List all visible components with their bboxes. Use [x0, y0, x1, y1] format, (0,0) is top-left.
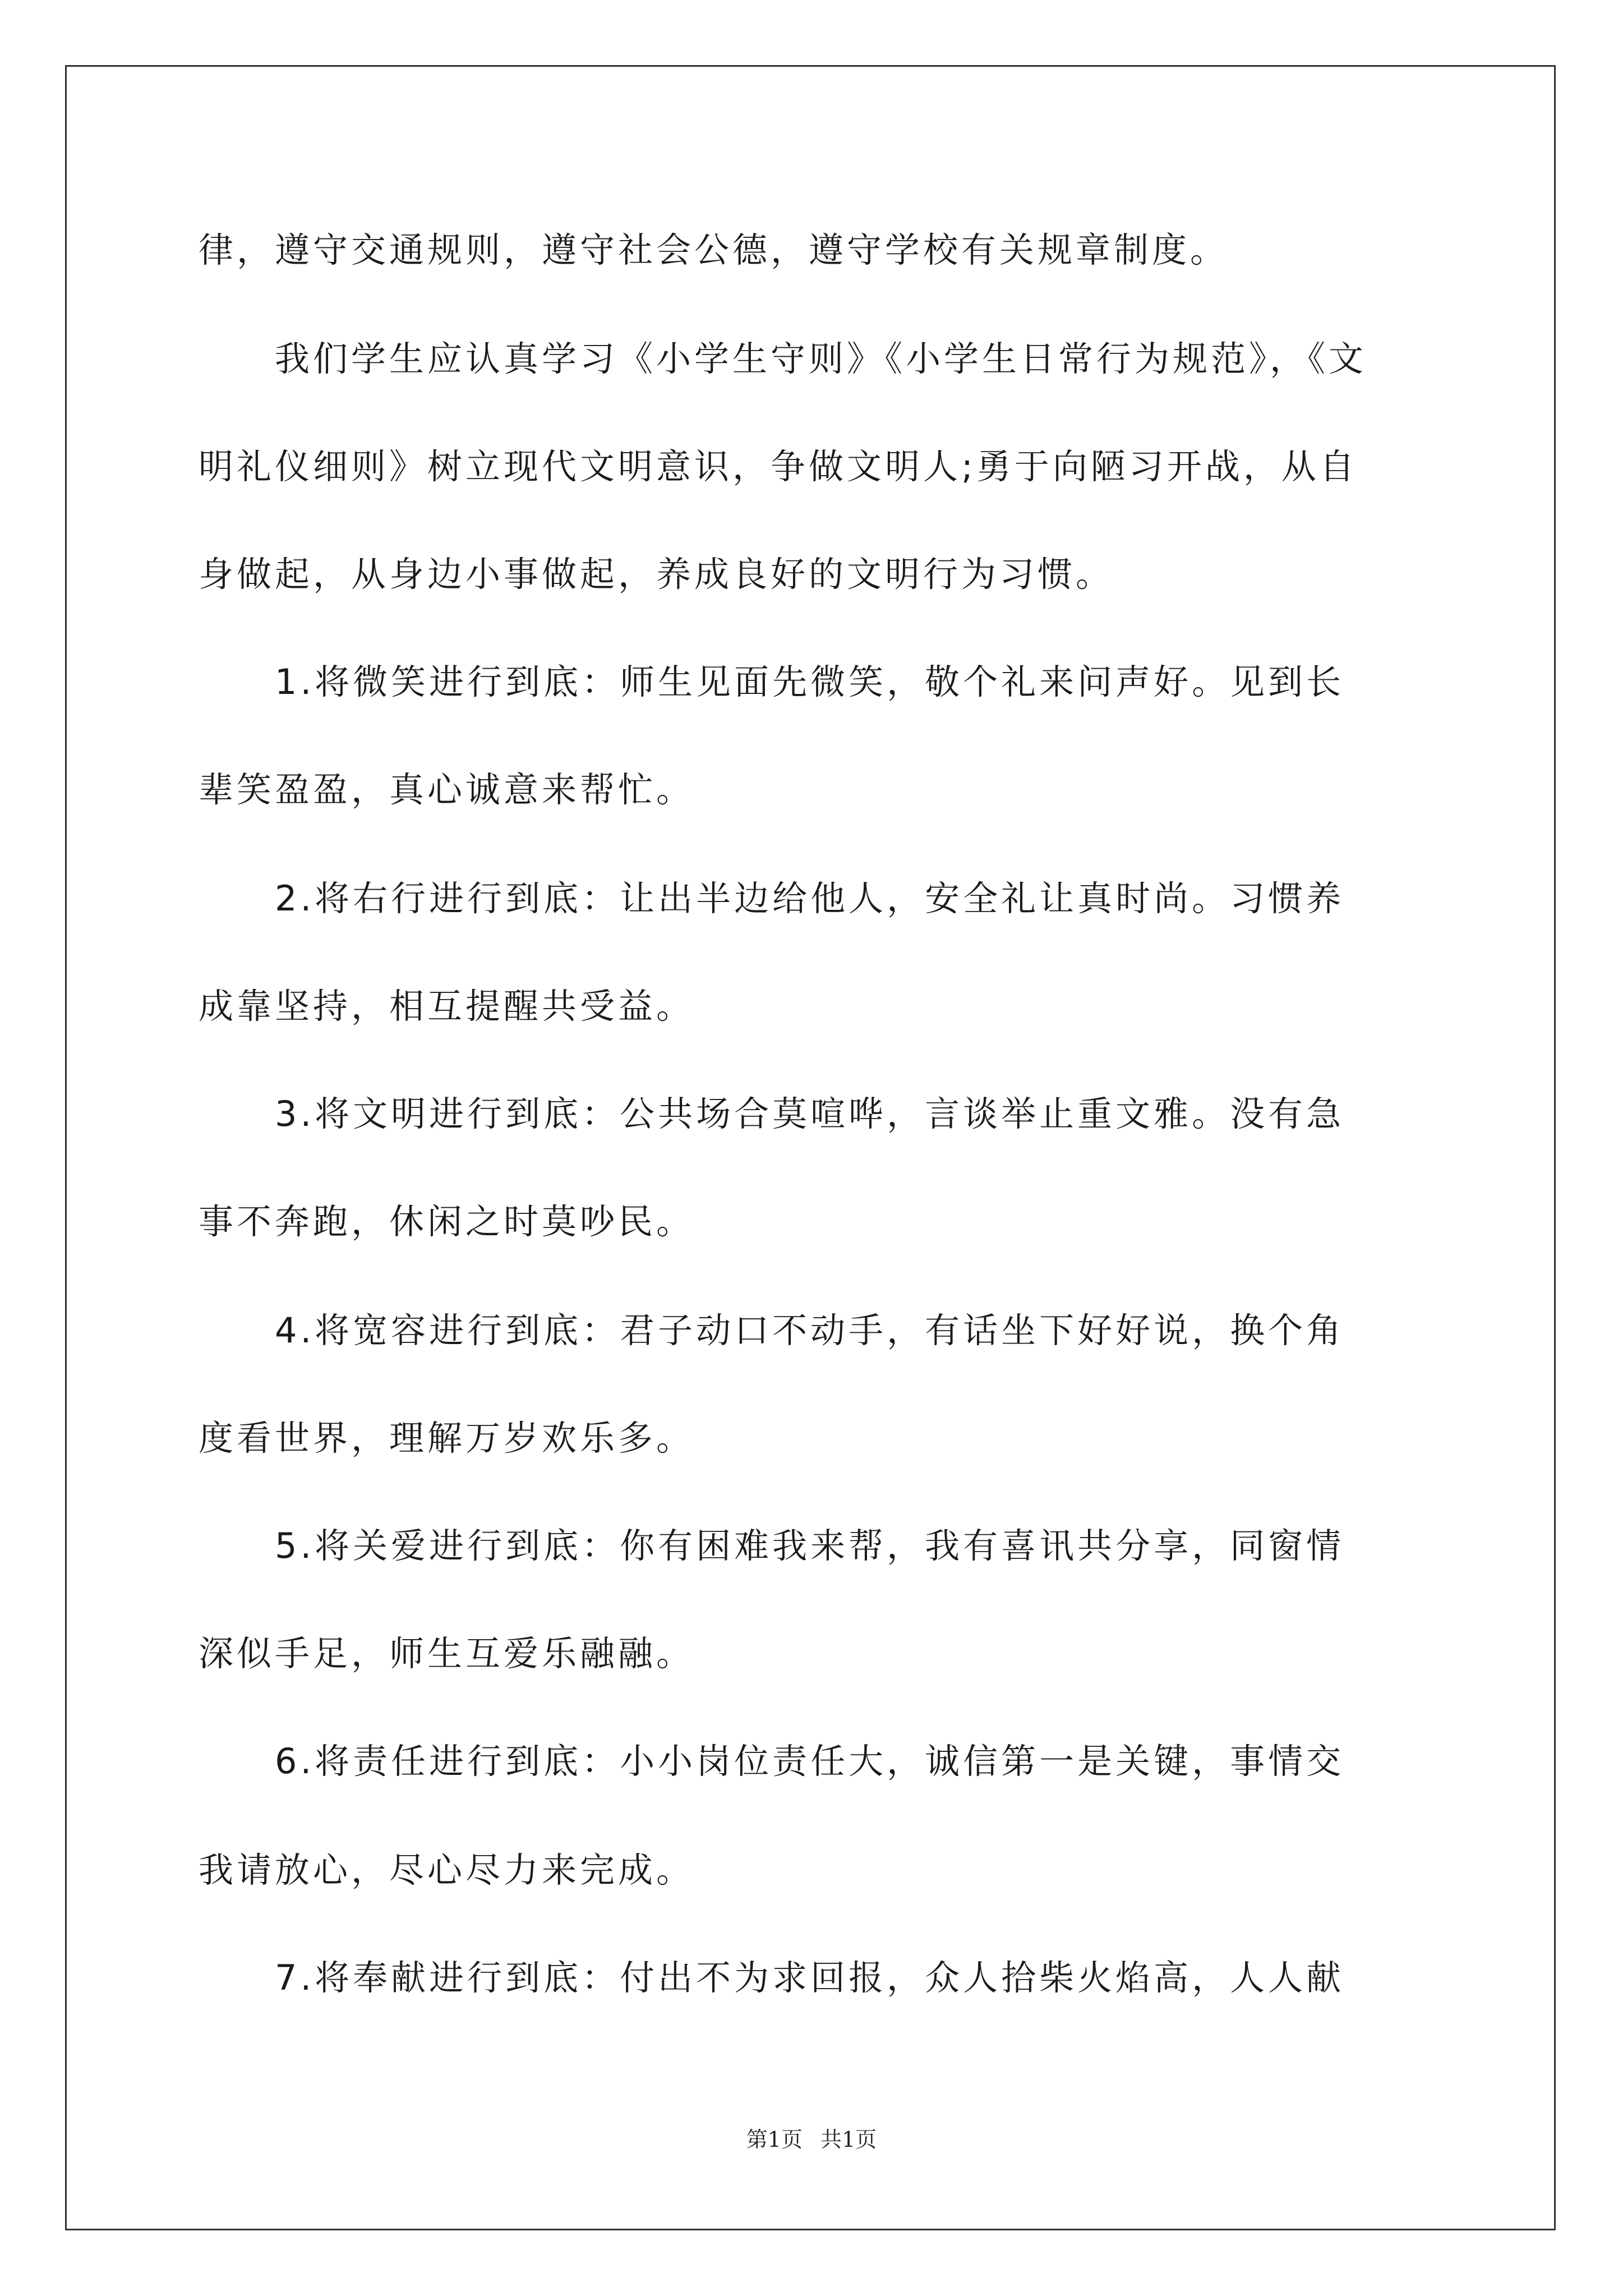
text-line: 我请放心，尽心尽力来完成。: [199, 1849, 695, 1890]
text-line: 度看世界，理解万岁欢乐多。: [199, 1418, 695, 1458]
page-number: 第1页: [746, 2127, 803, 2152]
page-footer: [0, 2126, 1623, 2153]
text-line: 身做起，从身边小事做起，养成良好的文明行为习惯。: [199, 554, 1114, 595]
text-line: 我们学生应认真学习《小学生守则》《小学生日常行为规范》，《文: [199, 338, 1367, 379]
text-line: 事不奔跑，休闲之时莫吵民。: [199, 1201, 695, 1242]
text-line: 明礼仪细则》树立现代文明意识，争做文明人;勇于向陋习开战，从自: [199, 446, 1358, 487]
text-line: 辈笑盈盈，真心诚意来帮忙。: [199, 769, 695, 810]
text-line: 1.将微笑进行到底：师生见面先微笑，敬个礼来问声好。见到长: [199, 661, 1345, 702]
text-line: 3.将文明进行到底：公共场合莫喧哗，言谈举止重文雅。没有急: [199, 1093, 1345, 1134]
page-total: 共1页: [820, 2127, 877, 2152]
text-line: 4.将宽容进行到底：君子动口不动手，有话坐下好好说，换个角: [199, 1310, 1345, 1351]
page-border: [65, 65, 1556, 2230]
text-line: 6.将责任进行到底：小小岗位责任大，诚信第一是关键，事情交: [199, 1741, 1345, 1782]
text-line: 5.将关爱进行到底：你有困难我来帮，我有喜讯共分享，同窗情: [199, 1525, 1345, 1566]
text-line: 深似手足，师生互爱乐融融。: [199, 1633, 695, 1674]
text-line: 律，遵守交通规则，遵守社会公德，遵守学校有关规章制度。: [199, 229, 1229, 270]
text-line: 成靠坚持，相互提醒共受益。: [199, 986, 695, 1027]
text-line: 2.将右行进行到底：让出半边给他人，安全礼让真时尚。习惯养: [199, 878, 1345, 919]
text-line: 7.将奉献进行到底：付出不为求回报，众人拾柴火焰高，人人献: [199, 1957, 1345, 1998]
